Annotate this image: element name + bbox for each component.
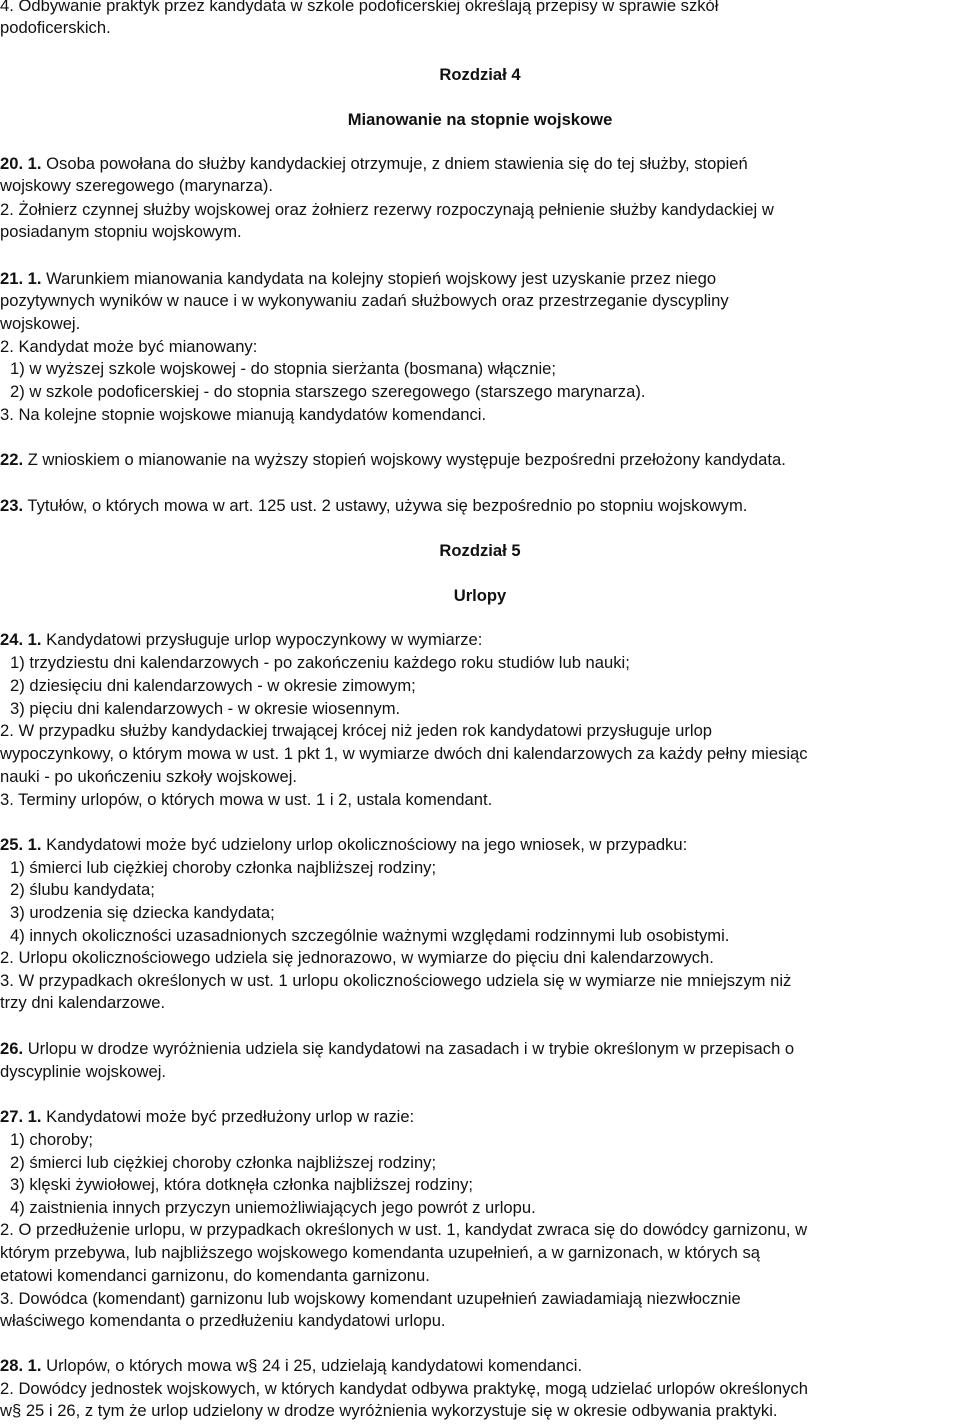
article-text: w [0,1401,12,1420]
article-number: 25. 1. [0,835,42,854]
paragraph-line [0,834,687,856]
list-item: 4) innych okoliczności uzasadnionych szczególnie ważnymi względami rodzinnymi lub osobistymi. [10,926,730,945]
article-text: Z wnioskiem o mianowanie na wyższy stopień wojskowy występuje bezpośredni przełożony kandydata. [23,450,786,469]
paragraph-line: podoficerskich. [0,18,111,37]
paragraph-line [0,1038,794,1060]
article-text: Osoba powołana do służby kandydackiej otrzymuje, z dniem stawienia się do tej służby, stopień [41,154,748,173]
article-number: 20. 1. [0,154,42,173]
section-sign: § [248,1356,258,1375]
paragraph-line [0,449,786,471]
article-text: 24 i 25, udzielają kandydatowi komendanci. [257,1356,583,1375]
paragraph-line: wojskowej. [0,314,81,333]
article-number: 22. [0,450,24,469]
list-item: 1) trzydziestu dni kalendarzowych - po zakończeniu każdego roku studiów lub nauki; [10,653,630,672]
paragraph-line [0,153,748,175]
list-item: 3) pięciu dni kalendarzowych - w okresie wiosennym. [10,699,401,718]
paragraph-line: 3. Dowódca (komendant) garnizonu lub wojskowy komendant uzupełnień zawiadamiają niezwłocznie [0,1289,741,1308]
paragraph-line: 3. Terminy urlopów, o których mowa w ust. 1 i 2, ustala komendant. [0,790,493,809]
paragraph-line: 2. Dowódcy jednostek wojskowych, w których kandydat odbywa praktykę, mogą udzielać urlopów określonych [0,1379,808,1398]
paragraph-line: 2. O przedłużenie urlopu, w przypadkach określonych w ust. 1, kandydat zwraca się do dowódcy garnizonu, w [0,1220,808,1239]
section-sign: § [11,1401,22,1420]
paragraph-line [0,1400,778,1422]
list-item: 2) śmierci lub ciężkiej choroby członka najbliższej rodziny; [10,1153,437,1172]
list-item: 4) zaistnienia innych przyczyn uniemożliwiających jego powrót z urlopu. [10,1198,536,1217]
article-text: Kandydatowi może być przedłużony urlop w razie: [41,1107,415,1126]
paragraph-line: wypoczynkowy, o którym mowa w ust. 1 pkt 1, w wymiarze dwóch dni kalendarzowych za każdy pełny miesiąc [0,744,808,763]
paragraph-line: trzy dni kalendarzowe. [0,993,166,1012]
article-number: 21. 1. [0,269,42,288]
paragraph-line [0,495,747,517]
paragraph-line: 2. W przypadku służby kandydackiej trwającej krócej niż jeden rok kandydatowi przysługuje urlop [0,721,713,740]
article-text: 25 i 26, z tym że urlop udzielony w drodze wyróżnienia wykorzystuje się w okresie odbywania praktyki. [21,1401,778,1420]
article-number: 27. 1. [0,1107,42,1126]
list-item: 3) urodzenia się dziecka kandydata; [10,903,275,922]
paragraph-line: właściwego komendanta o przedłużeniu kandydatowi urlopu. [0,1311,446,1330]
paragraph-line: 2. Urlopu okolicznościowego udziela się jednorazowo, w wymiarze do pięciu dni kalendarzowych. [0,948,714,967]
article-number: 24. 1. [0,630,42,649]
paragraph-line: pozytywnych wyników w nauce i w wykonywaniu zadań służbowych oraz przestrzeganie dyscypliny [0,291,729,310]
list-item: 1) w wyższej szkole wojskowej - do stopnia sierżanta (bosmana) włącznie; [10,359,556,378]
paragraph-line: etatowi komendanci garnizonu, do komendanta garnizonu. [0,1266,430,1285]
list-item: 2) ślubu kandydata; [10,880,155,899]
paragraph-line [0,629,482,651]
article-number: 26. [0,1039,24,1058]
paragraph-line: 2. Żołnierz czynnej służby wojskowej oraz żołnierz rezerwy rozpoczynają pełnienie służby kandydackiej w [0,200,774,219]
article-number: 23. [0,496,24,515]
article-text: Kandydatowi może być udzielony urlop okolicznościowy na jego wniosek, w przypadku: [41,835,688,854]
chapter-title: Mianowanie na stopnie wojskowe [347,110,613,129]
paragraph-line: dyscyplinie wojskowej. [0,1062,167,1081]
article-text: Urlopu w drodze wyróżnienia udziela się kandydatowi na zasadach i w trybie określonym w przepisach o [23,1039,795,1058]
article-text: Kandydatowi przysługuje urlop wypoczynkowy w wymiarze: [41,630,483,649]
paragraph-line: nauki - po ukończeniu szkoły wojskowej. [0,767,297,786]
article-text: Tytułów, o których mowa w art. 125 ust. 2 ustawy, używa się bezpośrednio po stopniu wojskowym. [23,496,748,515]
paragraph-line [0,268,716,290]
paragraph-line: 2. Kandydat może być mianowany: [0,337,258,356]
list-item: 2) dziesięciu dni kalendarzowych - w okresie zimowym; [10,676,416,695]
chapter-heading: Rozdział 5 [439,541,521,560]
chapter-heading: Rozdział 4 [439,65,521,84]
paragraph-line: 3. Na kolejne stopnie wojskowe mianują kandydatów komendanci. [0,405,487,424]
list-item: 1) śmierci lub ciężkiej choroby członka najbliższej rodziny; [10,858,437,877]
list-item: 1) choroby; [10,1130,94,1149]
paragraph-line: posiadanym stopniu wojskowym. [0,222,242,241]
article-text: Warunkiem mianowania kandydata na kolejny stopień wojskowy jest uzyskanie przez niego [41,269,717,288]
chapter-title: Urlopy [453,586,507,605]
article-number: 28. 1. [0,1356,42,1375]
paragraph-line [0,1106,414,1128]
paragraph-line: wojskowy szeregowego (marynarza). [0,176,273,195]
list-item: 3) klęski żywiołowej, która dotknęła członka najbliższej rodziny; [10,1175,473,1194]
article-text: Urlopów, o których mowa w [41,1356,249,1375]
paragraph-line [0,1355,582,1377]
paragraph-line: którym przebywa, lub najbliższego wojskowego komendanta uzupełnień, a w garnizonach, w których są [0,1243,761,1262]
list-item: 2) w szkole podoficerskiej - do stopnia starszego szeregowego (starszego marynarza). [10,382,646,401]
paragraph-line: 3. W przypadkach określonych w ust. 1 urlopu okolicznościowego udziela się w wymiarze nie mniejszym niż [0,971,792,990]
paragraph-line: 4. Odbywanie praktyk przez kandydata w szkole podoficerskiej określają przepisy w sprawie szkół [0,0,719,15]
